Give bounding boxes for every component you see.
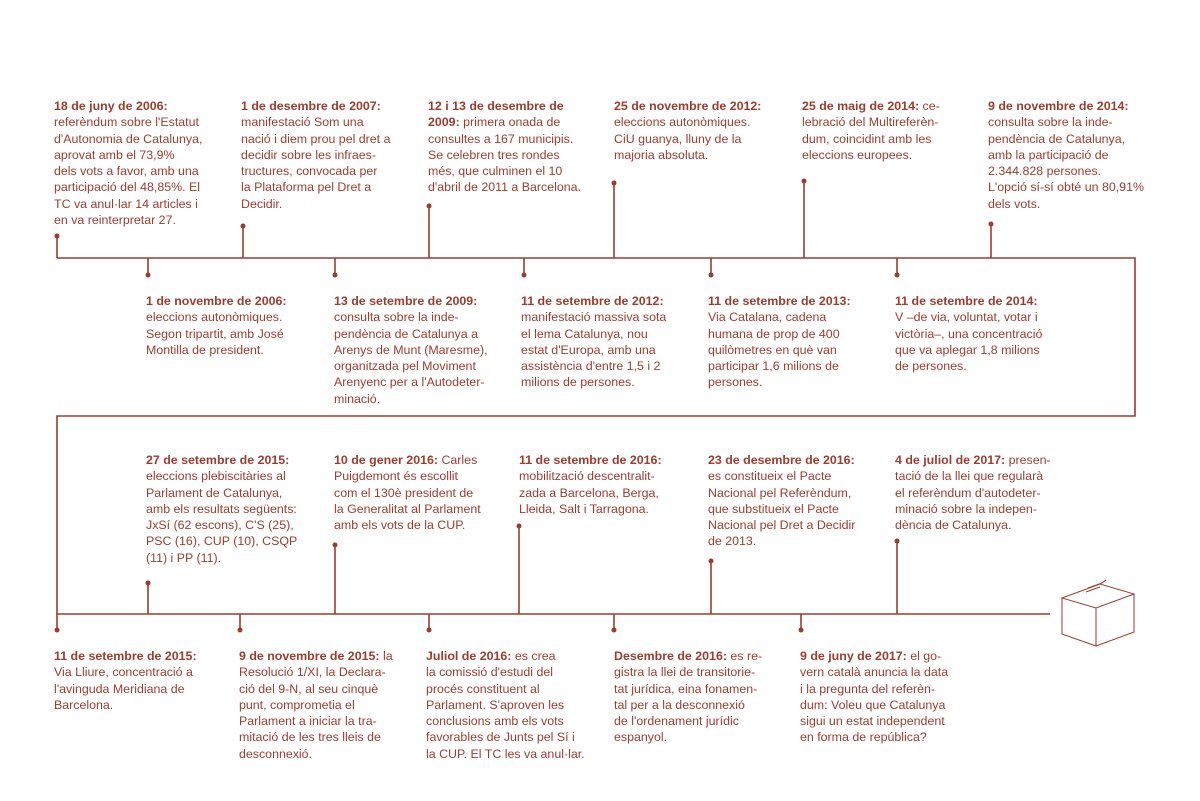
event-text: consulta sobre la inde- pendència de Catalunya a Arenys de Munt (Maresme), organitzada pel Moviment Arenyenc per a l'Autodeter- minació.: [334, 310, 488, 406]
event-date: 10 de gener 2016:: [334, 453, 439, 467]
event-date: 11 de setembre de 2012:: [521, 294, 664, 308]
event-text: es constitueix el Pacte Nacional pel Referèndum, que substitueix el Pacte Nacional pel Dret a Decidir de 2013.: [708, 469, 856, 549]
event-date: 11 de setembre de 2014:: [895, 294, 1038, 308]
event-date: 13 de setembre de 2009:: [334, 294, 478, 308]
event-date: 18 de juny de 2006:: [54, 99, 168, 113]
event-2016-09-11: [519, 452, 694, 517]
event-date: 11 de setembre de 2015:: [54, 649, 197, 663]
event-date: Juliol de 2016:: [426, 649, 512, 663]
event-date: 25 de novembre de 2012:: [614, 99, 762, 113]
event-text: presen- tació de la llei que regularà el referèndum d'autodeter- minació sobre la indepen- dència de Catalunya.: [895, 453, 1051, 533]
event-text: mobilització descentralit- zada a Barcelona, Berga, Lleida, Salt i Tarragona.: [519, 469, 659, 516]
event-2007-12-01: [241, 98, 411, 212]
event-date: 27 de setembre de 2015:: [146, 453, 290, 467]
event-2016-07: [426, 648, 606, 762]
event-date: Desembre de 2016:: [614, 649, 727, 663]
event-2014-05-25: [802, 98, 972, 163]
event-2015-11-09: [239, 648, 414, 762]
event-text: primera onada de consultes a 167 municipis. Se celebren tres rondes més, que culminen el 10 d'abril de 2011 a Barcelona.: [428, 115, 581, 195]
event-date: 9 de novembre de 2015:: [239, 649, 380, 663]
event-2017-07-04: [895, 452, 1075, 533]
event-date: 25 de maig de 2014:: [802, 99, 920, 113]
event-text: eleccions autonòmiques. Segon tripartit, amb José Montilla de president.: [146, 310, 284, 357]
event-2012-11-25: [614, 98, 789, 163]
event-text: Carles Puigdemont és escollit com el 130è president de la Generalitat al Parlament amb els vots de la CUP.: [334, 453, 481, 533]
event-2014-09-11: [895, 293, 1070, 374]
event-text: manifestació Som una nació i diem prou pel dret a decidir sobre les infraes- tructures, convocada per la Plataforma pel Dret a Decidir.: [241, 115, 391, 211]
event-2006-11-01: [146, 293, 316, 358]
event-2016-12: [614, 648, 784, 746]
event-text: el go- vern català anuncia la data i la pregunta del referèn- dum: Voleu que Catalunya sigui un estat independent en forma de república?: [800, 649, 949, 745]
event-2017-06-09: [800, 648, 980, 746]
event-2016-12-23: [708, 452, 883, 550]
event-date: 9 de novembre de 2014:: [988, 99, 1129, 113]
event-text: eleccions autonòmiques. CiU guanya, lluny de la majoria absoluta.: [614, 115, 751, 162]
event-2015-09-11: [54, 648, 229, 713]
event-text: es crea la comissió d'estudi del procés constituent al Parlament. S'aproven les conclusions amb els vots favorables de Junts pel Sí i la CUP. El TC les va anul·lar.: [426, 649, 585, 761]
event-2009-09-13: [334, 293, 509, 407]
event-2015-09-27: [146, 452, 321, 566]
event-text: la Resolució 1/XI, la Declara- ció del 9-N, al seu cinquè punt, comprometia el Parlament a iniciar la tra- mitació de les tres lleis de desconnexió.: [239, 649, 393, 761]
event-2012-09-11: [521, 293, 696, 391]
event-text: Via Lliure, concentració a l'avinguda Meridiana de Barcelona.: [54, 665, 193, 712]
ballot-box-icon: [1050, 578, 1140, 658]
event-date: 23 de desembre de 2016:: [708, 453, 855, 467]
event-date: 4 de juliol de 2017:: [895, 453, 1006, 467]
event-2013-09-11: [708, 293, 883, 391]
event-date: 1 de novembre de 2006:: [146, 294, 287, 308]
event-date: 11 de setembre de 2016:: [519, 453, 662, 467]
event-date: 1 de desembre de 2007:: [241, 99, 381, 113]
event-text: ce- lebració del Multireferèn- dum, coincidint amb les eleccions europees.: [802, 99, 940, 162]
event-2006-06-18: [54, 98, 232, 228]
event-date: 11 de setembre de 2013:: [708, 294, 851, 308]
event-text: manifestació massiva sota el lema Catalunya, nou estat d'Europa, amb una assistència d'entre 1,5 i 2 milions de persones.: [521, 310, 667, 390]
event-text: es re- gistra la llei de transitorie- tat jurídica, eina fonamen- tal per a la desconnexió de l'ordenament jurídic espanyol.: [614, 649, 763, 745]
event-2014-11-09: [988, 98, 1163, 212]
event-date: 12 i 13 de desembre de 2009:: [428, 99, 564, 130]
event-2016-01-10: [334, 452, 509, 533]
event-text: consulta sobre la inde- pendència de Catalunya, amb la participació de 2.344.828 persones. L'opció sí-sí obté un 80,91% dels vots.: [988, 115, 1144, 211]
event-text: eleccions plebiscitàries al Parlament de Catalunya, amb els resultats següents: JxSí (62 escons), C'S (25), PSC (16), CUP (10), CSQP (11) i PP (11).: [146, 469, 298, 565]
event-text: V –de via, voluntat, votar i victòria–, una concentració que va aplegar 1,8 milions de persones.: [895, 310, 1043, 374]
event-date: 9 de juny de 2017:: [800, 649, 907, 663]
event-text: Via Catalana, cadena humana de prop de 400 quilòmetres en què van participar 1,6 milions de persones.: [708, 310, 840, 390]
event-text: referèndum sobre l'Estatut d'Autonomia de Catalunya, aprovat amb el 73,9% dels vots a favor, amb una participació del 48,85%. El TC va anul·lar 14 articles i en va reinterpretar 27.: [54, 115, 203, 228]
event-2009-12-12: [428, 98, 603, 196]
